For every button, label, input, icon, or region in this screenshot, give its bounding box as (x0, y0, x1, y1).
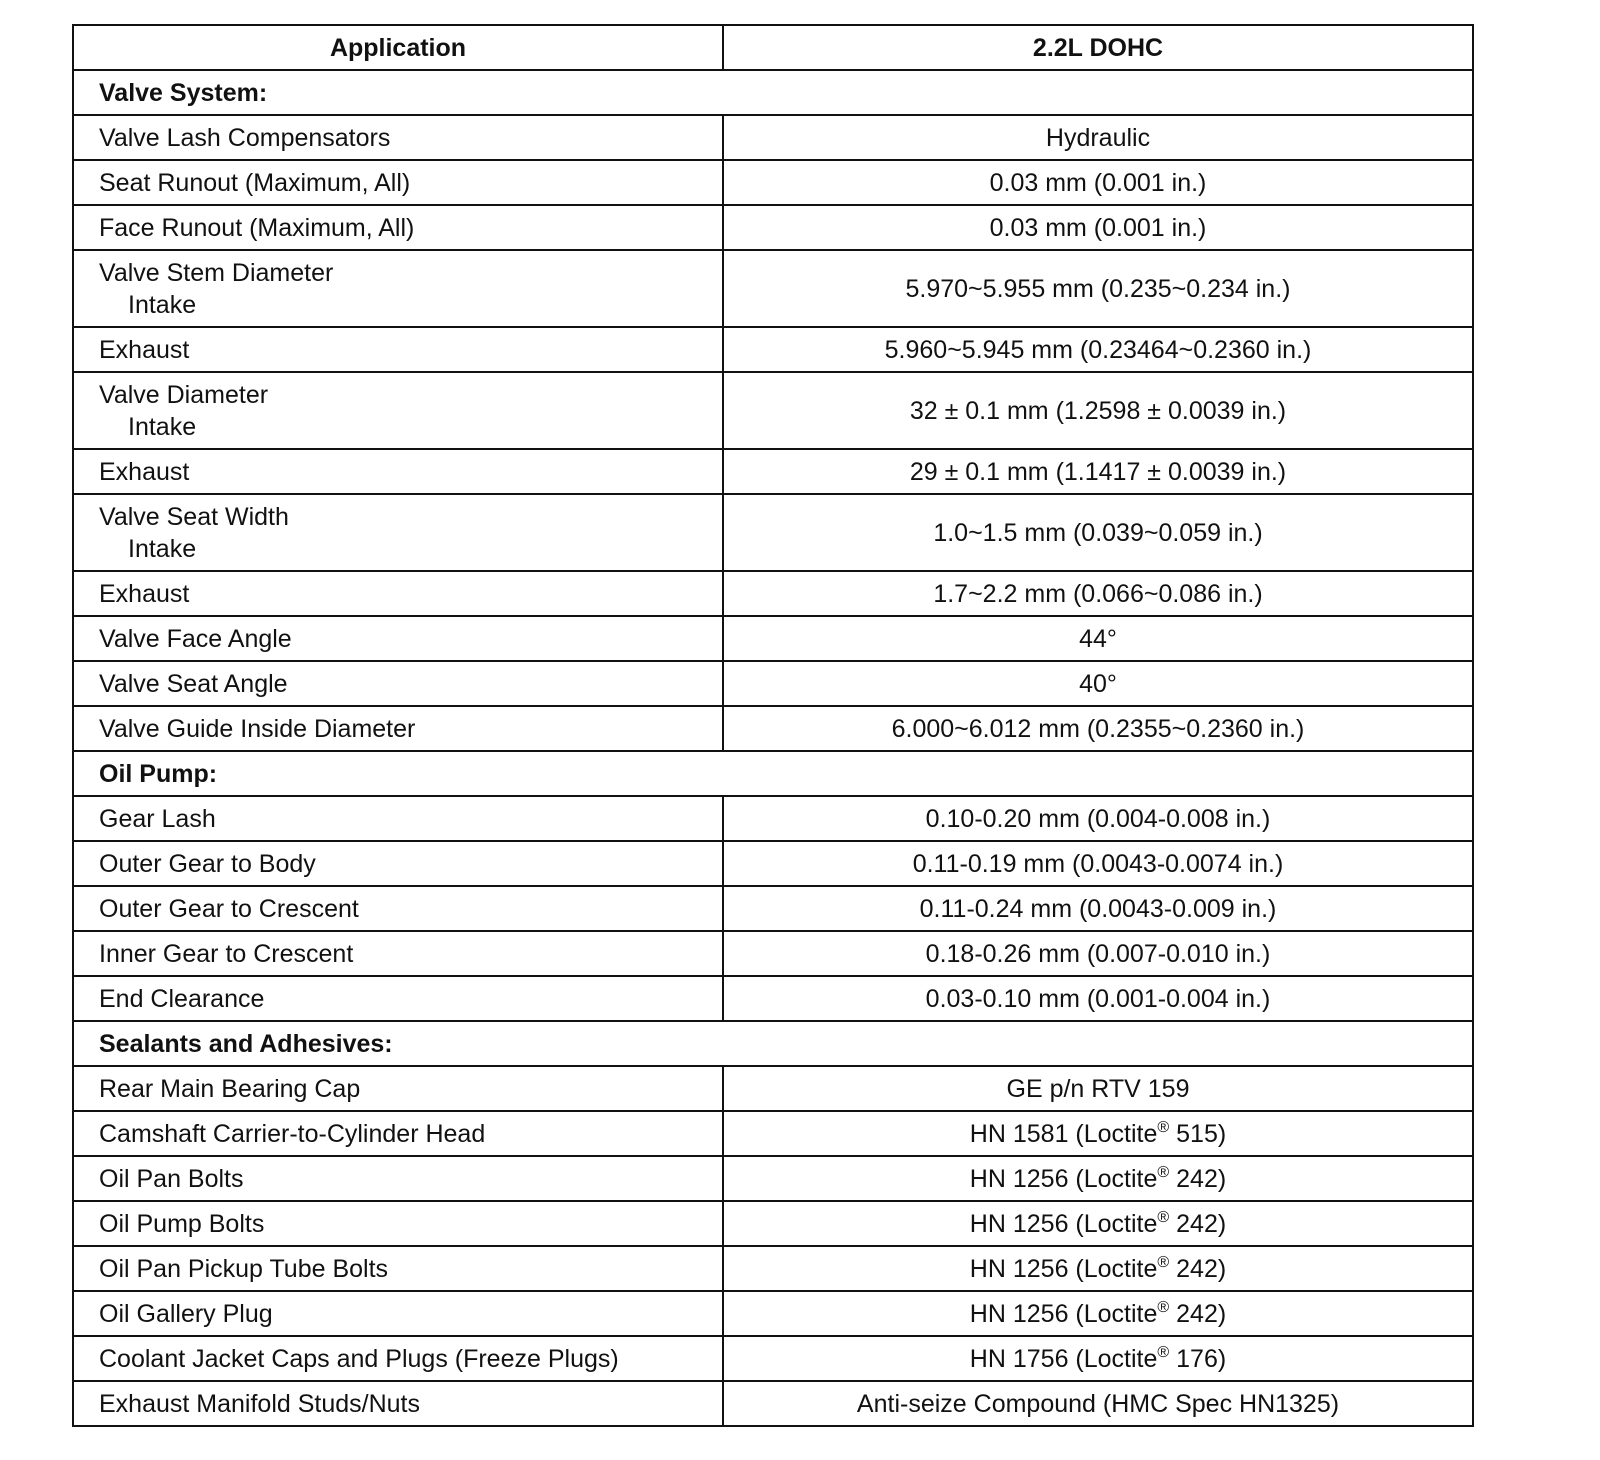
table-row (73, 160, 1473, 205)
row-label: Valve Lash Compensators (73, 115, 723, 160)
row-value: 0.03-0.10 mm (0.001-0.004 in.) (723, 976, 1473, 1021)
row-label: Outer Gear to Crescent (73, 886, 723, 931)
header-engine: 2.2L DOHC (723, 25, 1473, 70)
value-prefix: HN 1256 (Loctite (969, 1254, 1158, 1283)
value-suffix: 242) (1169, 1299, 1227, 1328)
row-label: Face Runout (Maximum, All) (73, 205, 723, 250)
row-value: 1.7~2.2 mm (0.066~0.086 in.) (723, 571, 1473, 616)
table-row (73, 372, 1473, 449)
table-row (73, 1111, 1473, 1156)
row-label: Oil Pan Bolts (73, 1156, 723, 1201)
value-prefix: HN 1256 (Loctite (969, 1164, 1158, 1193)
row-label: Valve Seat Angle (73, 661, 723, 706)
row-value: 5.970~5.955 mm (0.235~0.234 in.) (723, 250, 1473, 327)
row-value: 44° (723, 616, 1473, 661)
row-label: Oil Pump Bolts (73, 1201, 723, 1246)
row-label: Gear Lash (73, 796, 723, 841)
table-row (73, 1291, 1473, 1336)
row-value (723, 1156, 1473, 1201)
sub-label: Exhaust (73, 571, 723, 616)
table-row (73, 661, 1473, 706)
row-label: Outer Gear to Body (73, 841, 723, 886)
table-row (73, 616, 1473, 661)
table-row (73, 115, 1473, 160)
value-suffix: 515) (1169, 1119, 1227, 1148)
row-label: Valve Guide Inside Diameter (73, 706, 723, 751)
group-label: Valve Seat Width (99, 502, 289, 531)
registered-mark: ® (1157, 1208, 1170, 1226)
row-label: Camshaft Carrier-to-Cylinder Head (73, 1111, 723, 1156)
row-value: 0.11-0.19 mm (0.0043-0.0074 in.) (723, 841, 1473, 886)
group-label: Valve Diameter (99, 380, 269, 409)
value-suffix: 242) (1169, 1209, 1227, 1238)
header-row (73, 25, 1473, 70)
row-value (723, 1291, 1473, 1336)
table-row (73, 841, 1473, 886)
row-label: Oil Gallery Plug (73, 1291, 723, 1336)
row-value: 29 ± 0.1 mm (1.1417 ± 0.0039 in.) (723, 449, 1473, 494)
section-row (73, 70, 1473, 115)
row-label: Valve Face Angle (73, 616, 723, 661)
row-value: 32 ± 0.1 mm (1.2598 ± 0.0039 in.) (723, 372, 1473, 449)
table-row (73, 571, 1473, 616)
row-value: 40° (723, 661, 1473, 706)
section-row (73, 1021, 1473, 1066)
row-value (723, 1336, 1473, 1381)
table-row (73, 494, 1473, 571)
value-prefix: HN 1256 (Loctite (969, 1209, 1158, 1238)
row-value: Anti-seize Compound (HMC Spec HN1325) (723, 1381, 1473, 1426)
row-value: 6.000~6.012 mm (0.2355~0.2360 in.) (723, 706, 1473, 751)
table-row (73, 205, 1473, 250)
table-row (73, 250, 1473, 327)
table-row (73, 976, 1473, 1021)
value-prefix: HN 1581 (Loctite (969, 1119, 1158, 1148)
table-row (73, 796, 1473, 841)
value-prefix: HN 1756 (Loctite (969, 1344, 1158, 1373)
value-suffix: 242) (1169, 1254, 1227, 1283)
registered-mark: ® (1157, 1298, 1170, 1316)
table-row (73, 1156, 1473, 1201)
row-value: Hydraulic (723, 115, 1473, 160)
table-row (73, 886, 1473, 931)
section-sealants: Sealants and Adhesives: (73, 1021, 1473, 1066)
row-value: 5.960~5.945 mm (0.23464~0.2360 in.) (723, 327, 1473, 372)
row-label: Inner Gear to Crescent (73, 931, 723, 976)
row-value: 0.18-0.26 mm (0.007-0.010 in.) (723, 931, 1473, 976)
row-value (723, 1246, 1473, 1291)
row-label: Oil Pan Pickup Tube Bolts (73, 1246, 723, 1291)
value-suffix: 176) (1169, 1344, 1227, 1373)
section-row (73, 751, 1473, 796)
row-value: 0.03 mm (0.001 in.) (723, 160, 1473, 205)
section-oil-pump: Oil Pump: (73, 751, 1473, 796)
table-row (73, 327, 1473, 372)
row-label: Rear Main Bearing Cap (73, 1066, 723, 1111)
row-value (723, 1111, 1473, 1156)
row-value: 1.0~1.5 mm (0.039~0.059 in.) (723, 494, 1473, 571)
row-value: 0.10-0.20 mm (0.004-0.008 in.) (723, 796, 1473, 841)
sub-label: Intake (128, 412, 197, 441)
registered-mark: ® (1157, 1253, 1170, 1271)
sub-label: Exhaust (73, 327, 723, 372)
row-label (73, 372, 723, 449)
sub-label: Exhaust (73, 449, 723, 494)
row-value: 0.11-0.24 mm (0.0043-0.009 in.) (723, 886, 1473, 931)
value-suffix: 242) (1169, 1164, 1227, 1193)
header-application: Application (73, 25, 723, 70)
row-label (73, 494, 723, 571)
row-label: Exhaust Manifold Studs/Nuts (73, 1381, 723, 1426)
registered-mark: ® (1157, 1163, 1170, 1181)
row-label (73, 250, 723, 327)
table-row (73, 931, 1473, 976)
table-row (73, 1336, 1473, 1381)
table-row (73, 449, 1473, 494)
row-label: End Clearance (73, 976, 723, 1021)
sub-label: Intake (128, 534, 197, 563)
group-label: Valve Stem Diameter (99, 258, 334, 287)
row-value: 0.03 mm (0.001 in.) (723, 205, 1473, 250)
table-row (73, 1066, 1473, 1111)
spec-table (72, 24, 1474, 1427)
sub-label: Intake (128, 290, 197, 319)
table-row (73, 1201, 1473, 1246)
section-valve-system: Valve System: (73, 70, 1473, 115)
row-label: Coolant Jacket Caps and Plugs (Freeze Plugs) (73, 1336, 723, 1381)
row-label: Seat Runout (Maximum, All) (73, 160, 723, 205)
row-value (723, 1201, 1473, 1246)
value-prefix: HN 1256 (Loctite (969, 1299, 1158, 1328)
table-row (73, 1381, 1473, 1426)
registered-mark: ® (1157, 1118, 1170, 1136)
table-row (73, 1246, 1473, 1291)
row-value: GE p/n RTV 159 (723, 1066, 1473, 1111)
table-row (73, 706, 1473, 751)
registered-mark: ® (1157, 1343, 1170, 1361)
